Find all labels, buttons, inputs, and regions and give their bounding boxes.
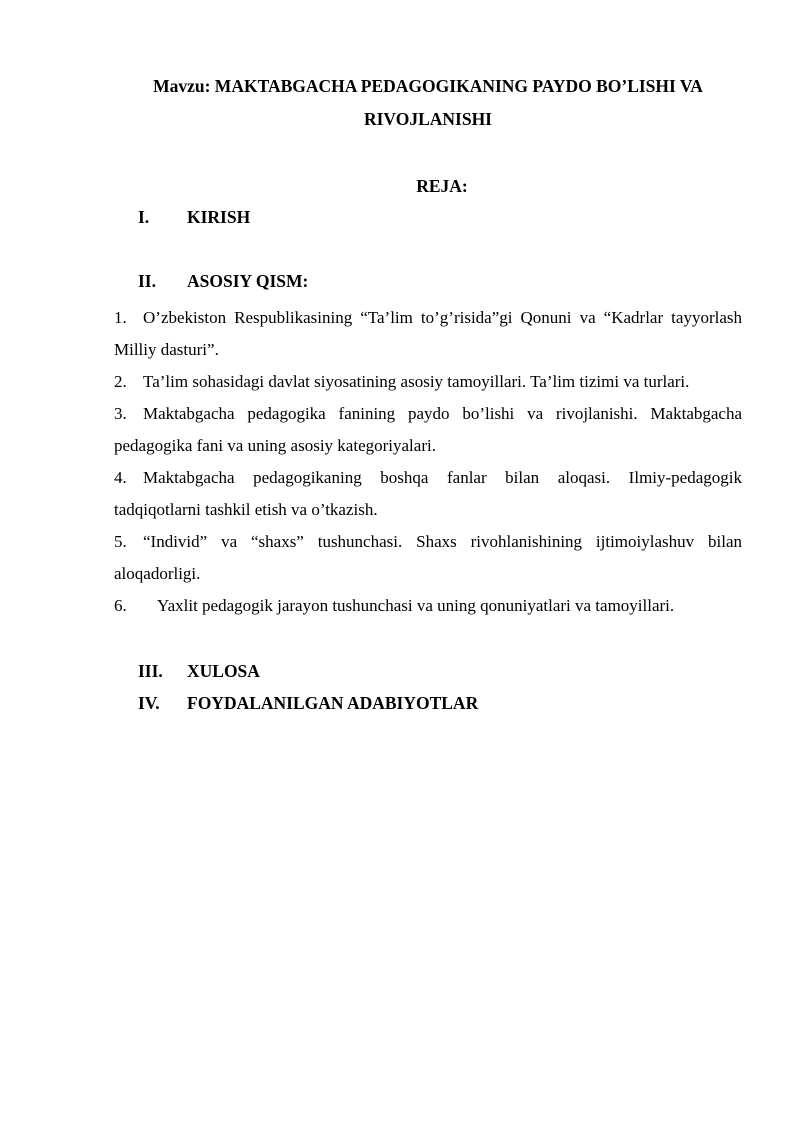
item-text: Maktabgacha pedagogikaning boshqa fanlar bilan aloqasi. Ilmiy-pedagogik tadqiqotlarni tashkil etish va o’tkazish. (114, 468, 742, 519)
section-number: II. (138, 271, 156, 291)
section-kirish (138, 205, 250, 229)
list-item (114, 526, 742, 590)
section-label: ASOSIY QISM: (187, 271, 309, 291)
item-text: Maktabgacha pedagogika fanining paydo bo’lishi va rivojlanishi. Maktabgacha pedagogika fani va uning asosiy kategoriyalari. (114, 404, 742, 455)
section-adabiyotlar (138, 691, 478, 715)
section-number: IV. (138, 693, 160, 713)
section-label: FOYDALANILGAN ADABIYOTLAR (187, 693, 479, 713)
item-text: “Individ” va “shaxs” tushunchasi. Shaxs rivohlanishining ijtimoiylashuv bilan aloqadorligi. (114, 532, 742, 583)
item-number: 6. (114, 596, 127, 615)
plan-heading: REJA: (416, 176, 468, 196)
item-text: Yaxlit pedagogik jarayon tushunchasi va uning qonuniyatlari va tamoyillari. (157, 596, 675, 615)
item-text: O’zbekiston Respublikasining “Ta’lim to’g’risida”gi Qonuni va “Kadrlar tayyorlash Milliy dasturi”. (114, 308, 742, 359)
document-page (114, 70, 742, 713)
title-line-1: Mavzu: MAKTABGACHA PEDAGOGIKANING PAYDO BO’LISHI VA (153, 76, 703, 96)
item-number: 2. (114, 372, 127, 391)
section-label: KIRISH (187, 207, 251, 227)
section-number: I. (138, 207, 150, 227)
item-number: 1. (114, 308, 127, 327)
list-item (114, 398, 742, 462)
item-number: 5. (114, 532, 127, 551)
section-asosiy-qism (138, 269, 308, 293)
item-number: 4. (114, 468, 127, 487)
section-number: III. (138, 661, 163, 681)
item-number: 3. (114, 404, 127, 423)
list-item (114, 302, 742, 366)
list-item (114, 366, 742, 398)
item-text: Ta’lim sohasidagi davlat siyosatining asosiy tamoyillari. Ta’lim tizimi va turlari. (143, 372, 690, 391)
list-item (114, 462, 742, 526)
section-xulosa (138, 659, 260, 683)
plan-items-list (114, 302, 742, 622)
title-line-2: RIVOJLANISHI (363, 109, 492, 129)
section-label: XULOSA (187, 661, 260, 681)
list-item (114, 590, 742, 622)
document-title (114, 70, 742, 136)
